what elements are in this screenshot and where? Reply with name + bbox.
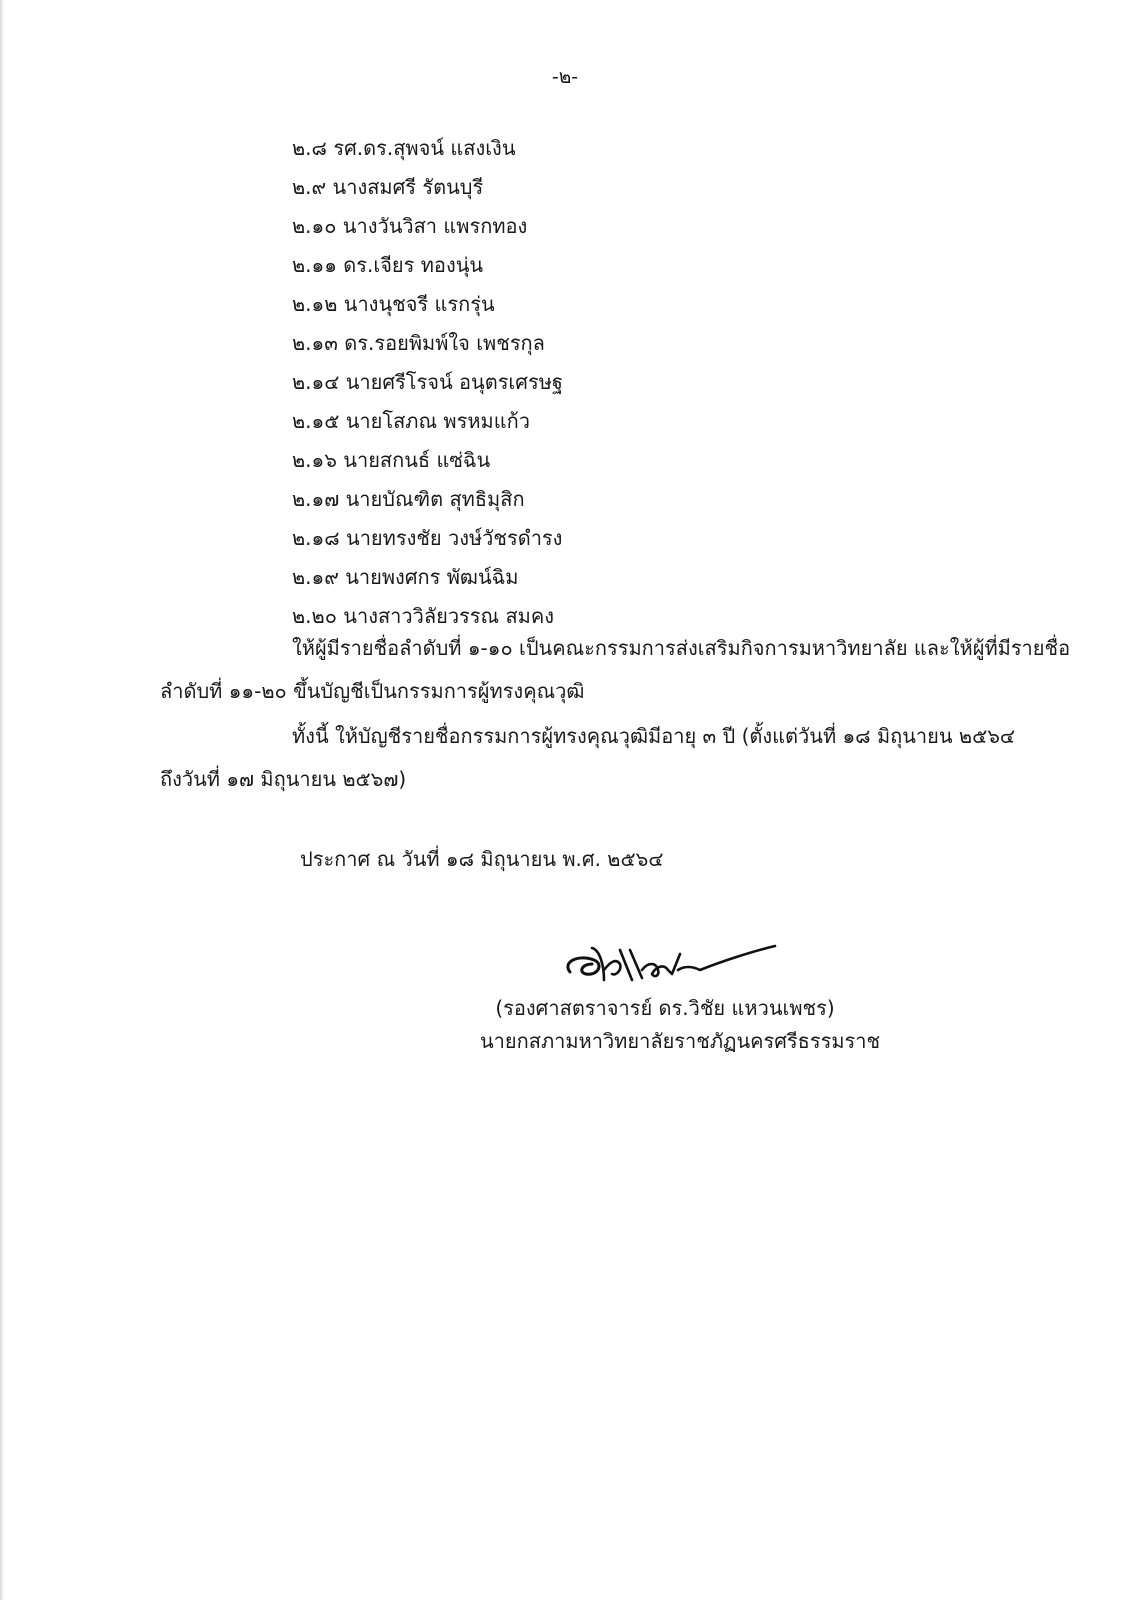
list-item: ๒.๑๗ นายบัณฑิต สุทธิมุสิก <box>292 487 525 511</box>
paragraph-1-line-1: ให้ผู้มีรายชื่อลำดับที่ ๑-๑๐ เป็นคณะกรรมการส่งเสริมกิจการมหาวิทยาลัย และให้ผู้ที่มีรายชื่อ <box>292 636 1071 660</box>
announcement-date: ประกาศ ณ วันที่ ๑๘ มิถุนายน พ.ศ. ๒๕๖๔ <box>300 847 664 871</box>
signatory-name: (รองศาสตราจารย์ ดร.วิชัย แหวนเพชร) <box>495 996 835 1020</box>
list-item: ๒.๙ นางสมศรี รัตนบุรี <box>292 175 484 199</box>
list-item: ๒.๑๐ นางวันวิสา แพรกทอง <box>292 214 528 238</box>
list-item: ๒.๑๑ ดร.เจียร ทองนุ่น <box>292 253 484 277</box>
signature-image <box>560 940 780 990</box>
paragraph-2-line-1: ทั้งนี้ ให้บัญชีรายชื่อกรรมการผู้ทรงคุณวุฒิมีอายุ ๓ ปี (ตั้งแต่วันที่ ๑๘ มิถุนายน ๒๕๖๔ <box>292 724 1016 748</box>
scan-edge <box>0 0 4 1600</box>
list-item: ๒.๑๘ นายทรงชัย วงษ์วัชรดำรง <box>292 526 563 550</box>
list-item: ๒.๘ รศ.ดร.สุพจน์ แสงเงิน <box>292 136 516 160</box>
paragraph-2-line-2: ถึงวันที่ ๑๗ มิถุนายน ๒๕๖๗) <box>160 767 407 791</box>
list-item: ๒.๑๒ นางนุชจรี แรกรุ่น <box>292 292 495 316</box>
list-item: ๒.๑๕ นายโสภณ พรหมแก้ว <box>292 409 530 433</box>
list-item: ๒.๑๖ นายสกนธ์ แซ่ฉิน <box>292 448 491 472</box>
page-number: -๒- <box>551 66 579 88</box>
list-item: ๒.๑๓ ดร.รอยพิมพ์ใจ เพชรกุล <box>292 331 545 355</box>
paragraph-1-line-2: ลำดับที่ ๑๑-๒๐ ขึ้นบัญชีเป็นกรรมการผู้ทรงคุณวุฒิ <box>160 679 585 703</box>
list-item: ๒.๑๙ นายพงศกร พัฒน์ฉิม <box>292 565 519 589</box>
list-item: ๒.๑๔ นายศรีโรจน์ อนุตรเศรษฐ <box>292 370 563 394</box>
list-item: ๒.๒๐ นางสาววิลัยวรรณ สมคง <box>292 604 554 628</box>
signatory-title: นายกสภามหาวิทยาลัยราชภัฏนครศรีธรรมราช <box>480 1029 881 1053</box>
